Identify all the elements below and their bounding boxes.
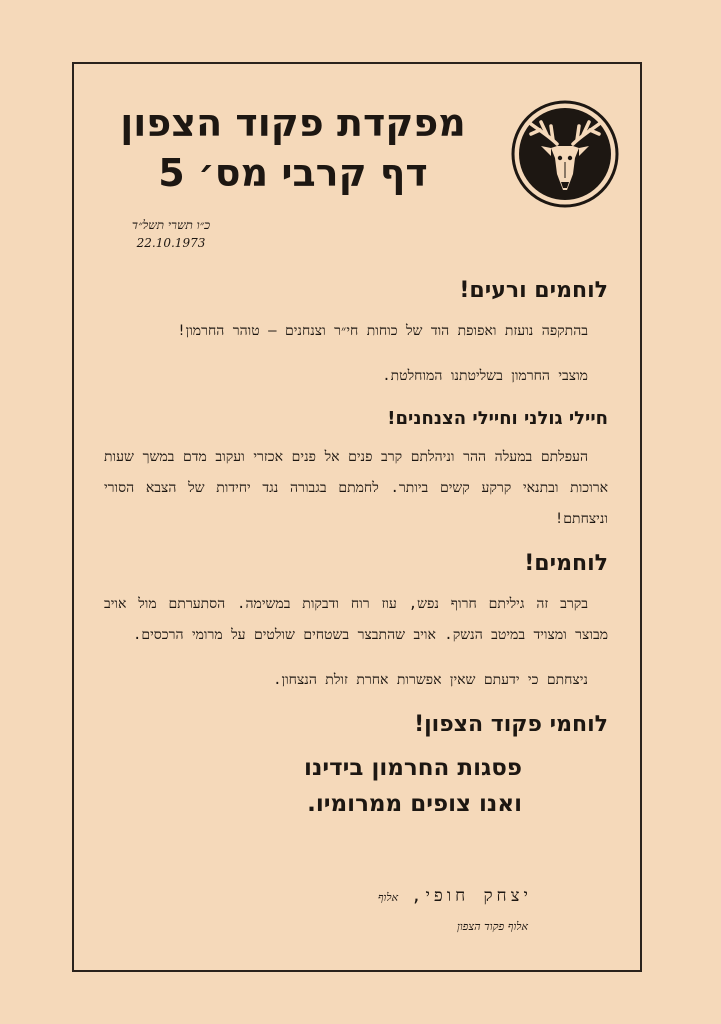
gregorian-date: 22.10.1973 [136,236,206,250]
hebrew-date: כ״ו תשרי תשל״ד [131,218,211,232]
signatory-name: יצחק חופי, [411,886,532,906]
heading-northern-command: לוחמי פקוד הצפון! [414,712,608,737]
paragraph-courage: בקרב זה גיליתם חרוף נפש, עוז רוח ודבקות במשימה. הסתערתם מול אויב מבוצר ומצויד במיטב הנשק. אויב שהתבצר בשטחים שולטים על מרומי הרכסים. [104,596,608,643]
title-line-1: מפקדת פקוד הצפון [120,101,466,145]
deer-head-emblem-icon [511,100,619,208]
page-title [98,98,488,198]
paragraph-control: מוצבי החרמון בשליטתנו המוחלטת. [382,368,588,384]
signatory-title: אלוף פקוד הצפון [457,920,528,933]
closing-statement [104,750,522,822]
page-frame [72,62,642,972]
heading-fighters: לוחמים! [524,551,608,576]
closing-line-1: פסגות החרמון בידינו [304,755,522,781]
heading-fighters-and-friends: לוחמים ורעים! [459,278,608,303]
signature-block [192,886,532,933]
signatory-rank: אלוף [377,891,399,904]
issue-dates [116,216,226,252]
title-line-2: דף קרבי מס׳ 5 [158,151,428,195]
paragraph-battle: העפלתם במעלה ההר וניהלתם קרב פנים אל פנים אכזרי ועקוב מדם במשך שעות ארוכות ובתנאי קרקע קשים ביותר. לחמתם בגבורה נגד יחידות של הצבא הסורי וניצחתם! [104,449,608,527]
heading-golani-paratroopers: חיילי גולני וחיילי הצנחנים! [387,408,608,429]
closing-line-2: ואנו צופים ממרומיו. [307,791,522,817]
paragraph-attack: בהתקפה נועזת ואפופת הוד של כוחות חי״ר וצנחנים — טוהר החרמון! [177,323,588,339]
order-body [104,276,608,822]
paragraph-victory: ניצחתם כי ידעתם שאין אפשרות אחרת זולת הנצחון. [273,672,588,688]
